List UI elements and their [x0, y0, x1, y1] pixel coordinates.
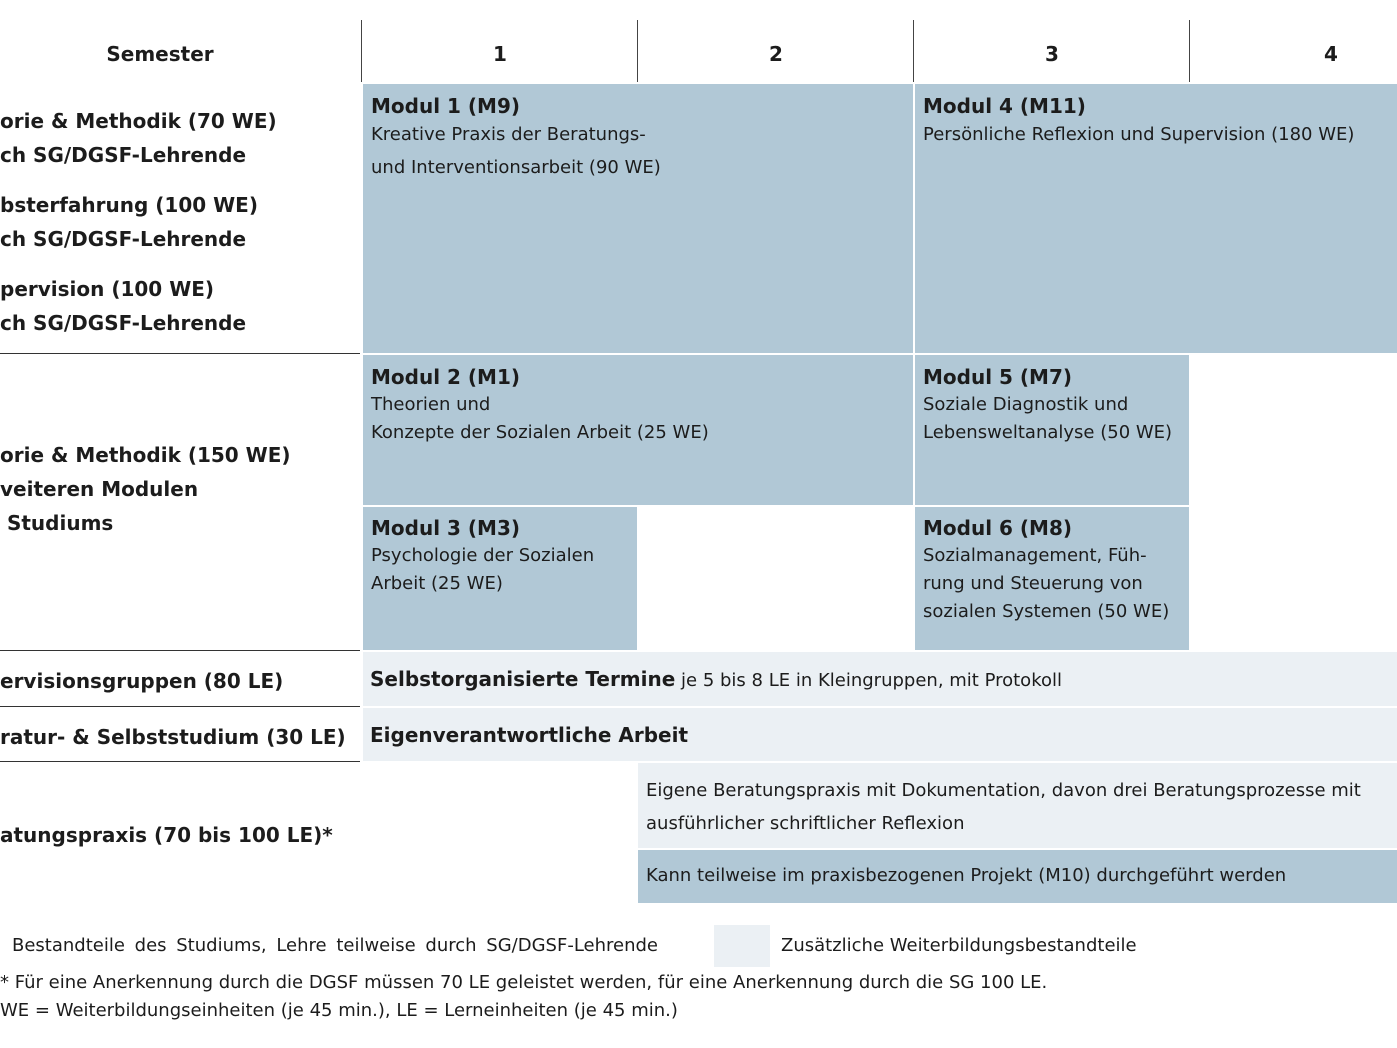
- label-supervision: ervisionsgruppen (80 LE): [0, 669, 284, 693]
- semester-header: Semester: [106, 42, 214, 66]
- legend-additional: Zusätzliche Weiterbildungsbestandteile: [781, 935, 1137, 956]
- module-desc: Lebensweltanalyse (50 WE): [923, 422, 1173, 443]
- label-line: ch SG/DGSF-Lehrende: [0, 311, 247, 335]
- module-desc: rung und Steuerung von: [923, 573, 1143, 594]
- module-1: [363, 84, 913, 353]
- module-title: Modul 5 (M7): [923, 365, 1072, 389]
- legend-study-parts: Bestandteile des Studiums, Lehre teilweise durch SG/DGSF-Lehrende: [12, 935, 659, 956]
- semester-3-header: 3: [1045, 42, 1059, 66]
- label-line: ch SG/DGSF-Lehrende: [0, 227, 247, 251]
- divider: [1189, 20, 1190, 82]
- divider: [637, 20, 638, 82]
- module-desc: Arbeit (25 WE): [371, 573, 503, 594]
- left-label-group-1: [0, 104, 277, 340]
- label-line: Studiums: [0, 511, 114, 535]
- module-6: [915, 507, 1189, 650]
- module-desc: Theorien und: [371, 394, 491, 415]
- row-own-work: [363, 708, 1397, 761]
- module-title: Modul 4 (M11): [923, 94, 1086, 118]
- module-desc: Soziale Diagnostik und: [923, 394, 1129, 415]
- divider: [0, 761, 360, 762]
- module-desc: Konzepte der Sozialen Arbeit (25 WE): [371, 422, 709, 443]
- semester-1-header: 1: [493, 42, 507, 66]
- module-desc: Kreative Praxis der Beratungs-: [371, 124, 646, 145]
- semester-2-header: 2: [769, 42, 783, 66]
- label-line: ch SG/DGSF-Lehrende: [0, 143, 247, 167]
- module-title: Modul 1 (M9): [371, 94, 520, 118]
- divider: [913, 20, 914, 82]
- module-2: [363, 355, 913, 505]
- module-5: [915, 355, 1189, 505]
- footnote-units: WE = Weiterbildungseinheiten (je 45 min.), LE = Lerneinheiten (je 45 min.): [0, 1000, 678, 1021]
- module-3: [363, 507, 637, 650]
- divider: [361, 20, 362, 82]
- row-practice: [638, 763, 1397, 848]
- divider: [0, 650, 360, 651]
- label-literature: ratur- & Selbststudium (30 LE): [0, 725, 346, 749]
- label-practice: atungspraxis (70 bis 100 LE)*: [0, 823, 333, 847]
- label-line: pervision (100 WE): [0, 277, 215, 301]
- label-line: bsterfahrung (100 WE): [0, 193, 258, 217]
- divider: [0, 706, 360, 707]
- own-work-title: Eigenverantwortliche Arbeit: [370, 723, 689, 747]
- module-title: Modul 2 (M1): [371, 365, 520, 389]
- module-desc: Psychologie der Sozialen: [371, 545, 595, 566]
- selforg-text: je 5 bis 8 LE in Kleingruppen, mit Protokoll: [675, 670, 1062, 691]
- label-line: veiteren Modulen: [0, 477, 199, 501]
- semester-4-header: 4: [1324, 42, 1338, 66]
- left-label-group-2: [0, 438, 291, 540]
- module-desc: und Interventionsarbeit (90 WE): [371, 157, 661, 178]
- divider: [0, 353, 360, 354]
- module-4: [915, 84, 1397, 353]
- footnote-recognition: * Für eine Anerkennung durch die DGSF müssen 70 LE geleistet werden, für eine Anerkennung durch die SG 100 LE.: [0, 972, 1048, 993]
- module-desc: Sozialmanagement, Füh-: [923, 545, 1147, 566]
- practice-line: Eigene Beratungspraxis mit Dokumentation, davon drei Beratungsprozesse mit: [646, 780, 1361, 801]
- practice-project-text: Kann teilweise im praxisbezogenen Projekt (M10) durchgeführt werden: [646, 865, 1287, 886]
- label-line: orie & Methodik (70 WE): [0, 109, 277, 133]
- module-desc: sozialen Systemen (50 WE): [923, 601, 1170, 622]
- module-title: Modul 6 (M8): [923, 516, 1072, 540]
- selforg-title: Selbstorganisierte Termine: [370, 667, 676, 691]
- practice-line: ausführlicher schriftlicher Reflexion: [646, 813, 965, 834]
- row-practice-project: [638, 850, 1397, 903]
- row-selforganized: [363, 652, 1397, 706]
- legend-additional-swatch: [714, 925, 770, 967]
- module-title: Modul 3 (M3): [371, 516, 520, 540]
- module-desc: Persönliche Reflexion und Supervision (180 WE): [923, 124, 1355, 145]
- label-line: orie & Methodik (150 WE): [0, 443, 291, 467]
